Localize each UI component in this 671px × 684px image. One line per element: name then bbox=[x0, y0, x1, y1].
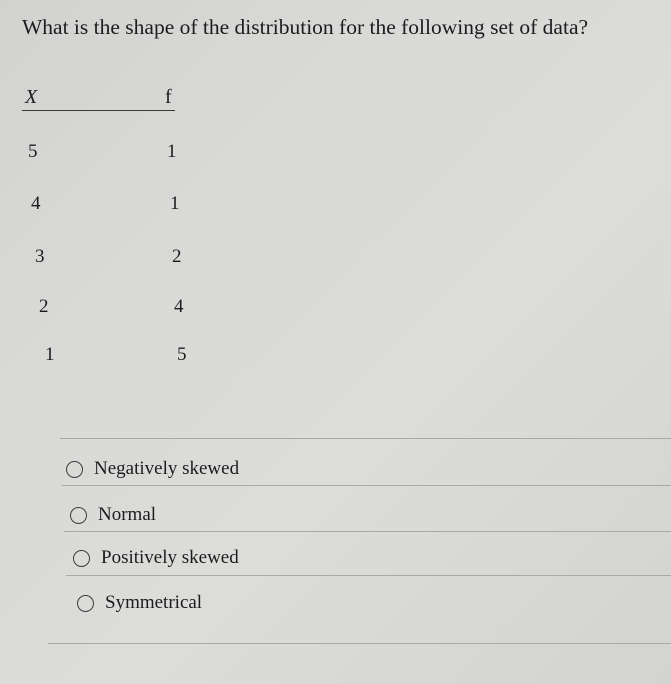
column-header-x: X bbox=[25, 86, 38, 108]
option-negatively-skewed[interactable] bbox=[66, 458, 239, 480]
separator-line bbox=[66, 575, 671, 576]
table-cell-x: 5 bbox=[28, 141, 38, 162]
separator-line bbox=[64, 531, 671, 532]
option-positively-skewed[interactable] bbox=[73, 547, 239, 569]
option-symmetrical[interactable] bbox=[77, 592, 202, 614]
option-normal[interactable] bbox=[70, 504, 156, 526]
radio-button[interactable] bbox=[73, 550, 90, 567]
table-cell-x: 2 bbox=[39, 296, 49, 317]
radio-button[interactable] bbox=[77, 595, 94, 612]
radio-button[interactable] bbox=[66, 461, 83, 478]
separator-line bbox=[48, 643, 671, 644]
separator-line bbox=[60, 438, 671, 439]
table-cell-f: 4 bbox=[174, 296, 184, 317]
table-cell-x: 1 bbox=[45, 344, 55, 365]
table-cell-x: 4 bbox=[31, 193, 41, 214]
column-header-f: f bbox=[165, 86, 172, 108]
option-label: Positively skewed bbox=[101, 547, 239, 568]
table-cell-f: 2 bbox=[172, 246, 182, 267]
option-label: Negatively skewed bbox=[94, 458, 240, 479]
option-label: Symmetrical bbox=[105, 592, 203, 613]
header-underline bbox=[22, 110, 175, 111]
table-cell-f: 5 bbox=[177, 344, 187, 365]
radio-button[interactable] bbox=[70, 507, 87, 524]
separator-line bbox=[62, 485, 671, 486]
table-cell-f: 1 bbox=[170, 193, 180, 214]
table-cell-x: 3 bbox=[35, 246, 45, 267]
question-text: What is the shape of the distribution for the following set of data? bbox=[22, 15, 589, 39]
option-label: Normal bbox=[98, 504, 157, 525]
table-cell-f: 1 bbox=[167, 141, 177, 162]
